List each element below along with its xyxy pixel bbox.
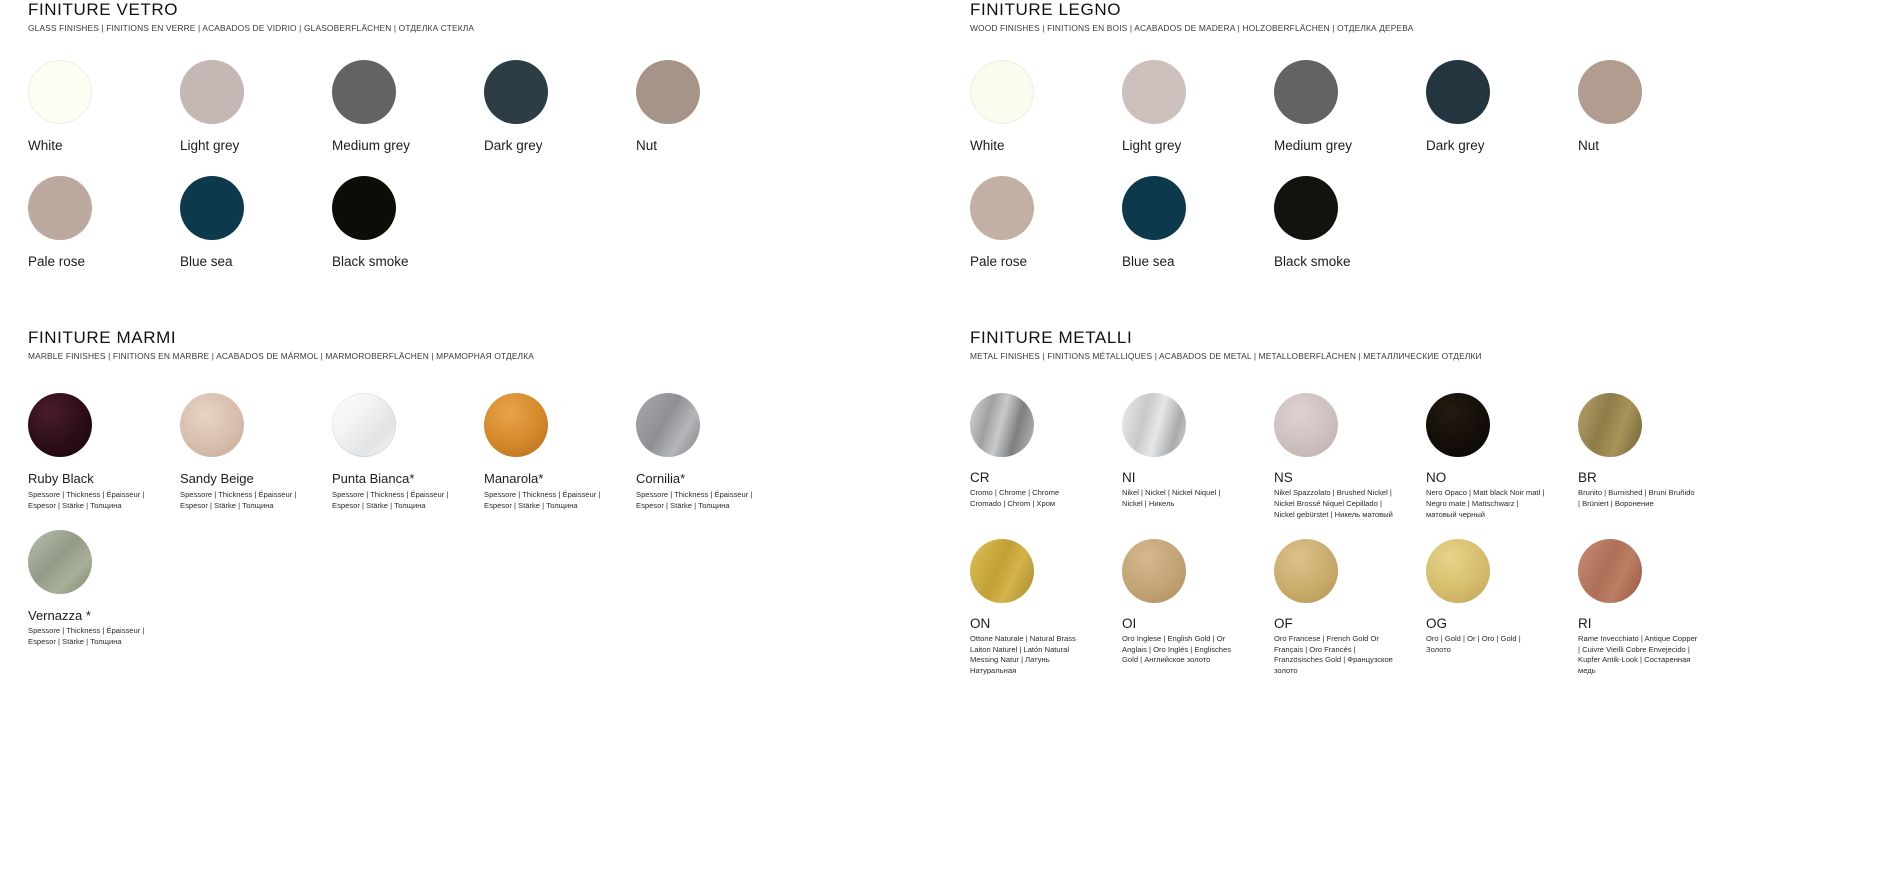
- swatch-label: Nut: [1578, 137, 1600, 153]
- section-title-metalli: FINITURE METALLI: [970, 327, 1133, 347]
- swatch-description: Oro | Gold | Or | Oro | Gold | Золото: [1426, 633, 1521, 654]
- section-title-vetro: FINITURE VETRO: [28, 0, 179, 19]
- swatch-circle: [332, 393, 396, 457]
- swatch-item[interactable]: [1578, 60, 1730, 154]
- swatch-grid-marmi: [28, 393, 932, 665]
- swatch-label: OI: [1122, 615, 1137, 631]
- swatch-circle: [180, 176, 244, 240]
- swatch-label: NO: [1426, 470, 1447, 486]
- section-metalli: [970, 328, 1874, 695]
- swatch-item[interactable]: [1274, 539, 1426, 677]
- swatch-circle: [1578, 393, 1642, 457]
- swatch-description: Nikel | Nickel | Nickel Niquel | Nickel | Никель: [1122, 488, 1221, 509]
- swatch-item[interactable]: [28, 60, 180, 154]
- swatch-grid-legno: [970, 60, 1874, 292]
- swatch-circle: [1274, 393, 1338, 457]
- section-subtitle-vetro: GLASS FINISHES | FINITIONS EN VERRE | ACABADOS DE VIDRIO | GLASOBERFLÄCHEN | ОТДЕЛКА СТЕКЛА: [28, 23, 475, 33]
- swatch-item[interactable]: [1274, 176, 1426, 270]
- swatch-circle: [970, 539, 1034, 603]
- swatch-item[interactable]: [28, 176, 180, 270]
- column-metalli: [942, 328, 1884, 695]
- swatch-item[interactable]: [332, 393, 484, 511]
- swatch-label: RI: [1578, 615, 1592, 631]
- swatch-circle: [484, 393, 548, 457]
- section-subtitle-metalli: METAL FINISHES | FINITIONS MÉTALLIQUES | ACABADOS DE METAL | METALLOBERFLÄCHEN | МЕТАЛЛИЧЕСКИЕ ОТДЕЛКИ: [970, 350, 1482, 361]
- swatch-item[interactable]: [970, 60, 1122, 154]
- section-vetro: [28, 0, 932, 292]
- swatch-item[interactable]: [28, 530, 180, 648]
- swatch-label: Blue sea: [1122, 253, 1175, 269]
- swatch-circle: [1274, 539, 1338, 603]
- swatch-item[interactable]: [970, 539, 1122, 677]
- section-legno: [970, 0, 1874, 292]
- swatch-circle: [636, 393, 700, 457]
- swatch-description: Nikel Spazzolato | Brushed Nickel | Nickel Brossé Niquel Cepillado | Nickel gebürstet | Никель матовый: [1274, 488, 1393, 519]
- swatch-description: Nero Opaco | Matt black Noir matl | Negro mate | Mattschwarz | матовый черный: [1426, 488, 1545, 519]
- section-subtitle-marmi: MARBLE FINISHES | FINITIONS EN MARBRE | ACABADOS DE MÁRMOL | MARMOROBERFLÄCHEN | МРАМОРНАЯ ОТДЕЛКА: [28, 350, 534, 361]
- swatch-circle: [636, 60, 700, 124]
- swatch-circle: [180, 60, 244, 124]
- swatch-circle: [1578, 60, 1642, 124]
- swatch-description: Spessore | Thickness | Épaisseur | Espesor | Stärke | Толщина: [180, 489, 297, 510]
- swatch-description: Brunito | Burnished | Bruni Bruñido | Brüniert | Воронение: [1578, 488, 1695, 509]
- swatch-description: Rame Invecchiato | Antique Copper | Cuivre Vieilli Cobre Envejecido | Kupfer Antik-Look | Состаренная медь: [1578, 633, 1698, 676]
- swatch-label: Dark grey: [1426, 137, 1485, 153]
- swatch-description: Spessore | Thickness | Épaisseur | Espesor | Stärke | Толщина: [28, 489, 145, 510]
- swatch-item[interactable]: [1578, 539, 1730, 677]
- swatch-description: Spessore | Thickness | Épaisseur | Espesor | Stärke | Толщина: [636, 489, 753, 510]
- swatch-circle: [970, 176, 1034, 240]
- swatch-item[interactable]: [1122, 176, 1274, 270]
- swatch-circle: [1122, 393, 1186, 457]
- swatch-description: Spessore | Thickness | Épaisseur | Espesor | Stärke | Толщина: [332, 489, 449, 510]
- swatch-description: Spessore | Thickness | Épaisseur | Espesor | Stärke | Толщина: [28, 626, 145, 646]
- swatch-item[interactable]: [1578, 393, 1730, 520]
- swatch-item[interactable]: [1426, 393, 1578, 520]
- swatch-label: Pale rose: [28, 253, 86, 269]
- column-legno: [942, 0, 1884, 292]
- swatch-circle: [1578, 539, 1642, 603]
- swatch-circle: [1122, 60, 1186, 124]
- swatch-label: OG: [1426, 615, 1448, 631]
- swatch-item[interactable]: [636, 60, 788, 154]
- swatch-label: Dark grey: [484, 137, 543, 153]
- swatch-item[interactable]: [1426, 60, 1578, 154]
- swatch-label: White: [970, 137, 1005, 153]
- swatch-label: Punta Bianca*: [332, 471, 415, 487]
- swatch-description: Oro Inglese | English Gold | Or Anglais | Oro Inglés | Englisches Gold | Английское золото: [1122, 633, 1232, 665]
- swatch-label: Nut: [636, 137, 658, 153]
- swatch-circle: [28, 393, 92, 457]
- section-title-marmi: FINITURE MARMI: [28, 327, 177, 347]
- swatch-label: ON: [970, 615, 991, 631]
- swatch-circle: [1426, 393, 1490, 457]
- swatch-label: Light grey: [180, 137, 240, 153]
- swatch-circle: [970, 393, 1034, 457]
- swatch-description: Cromo | Chrome | Chrome Cromado | Chrom | Хром: [970, 488, 1060, 509]
- swatch-circle: [28, 176, 92, 240]
- swatch-item[interactable]: [484, 393, 636, 511]
- swatch-item[interactable]: [1122, 539, 1274, 677]
- swatch-item[interactable]: [484, 60, 636, 154]
- swatch-circle: [332, 60, 396, 124]
- swatch-grid-vetro: [28, 60, 932, 292]
- swatch-item[interactable]: [1426, 539, 1578, 677]
- swatch-description: Oro Francese | French Gold Or Français | Oro Francés | Französisches Gold | Французское золото: [1274, 633, 1393, 676]
- swatch-circle: [180, 393, 244, 457]
- swatch-label: Black smoke: [332, 253, 409, 269]
- swatch-grid-metalli: [970, 393, 1874, 694]
- swatch-circle: [970, 60, 1034, 124]
- swatch-item[interactable]: [1274, 60, 1426, 154]
- section-marmi: [28, 328, 932, 666]
- swatch-item[interactable]: [180, 393, 332, 511]
- section-subtitle-legno: WOOD FINISHES | FINITIONS EN BOIS | ACABADOS DE MADERA | HOLZOBERFLÄCHEN | ОТДЕЛКА ДЕРЕВА: [970, 23, 1414, 33]
- swatch-item[interactable]: [332, 60, 484, 154]
- top-row: [0, 0, 1885, 292]
- swatch-item[interactable]: [180, 60, 332, 154]
- swatch-circle: [1122, 539, 1186, 603]
- swatch-circle: [332, 176, 396, 240]
- swatch-item[interactable]: [970, 393, 1122, 520]
- swatch-item[interactable]: [1122, 60, 1274, 154]
- swatch-description: Spessore | Thickness | Épaisseur | Espesor | Stärke | Толщина: [484, 489, 601, 510]
- swatch-item[interactable]: [636, 393, 788, 511]
- swatch-label: Medium grey: [332, 137, 411, 153]
- swatch-label: NS: [1274, 470, 1293, 486]
- swatch-label: Ruby Black: [28, 471, 94, 487]
- swatch-label: BR: [1578, 470, 1597, 486]
- swatch-label: Vernazza *: [28, 607, 91, 623]
- swatch-circle: [1426, 539, 1490, 603]
- swatch-label: Sandy Beige: [180, 471, 254, 487]
- swatch-description: Ottone Naturale | Natural Brass Laiton Naturel | Latón Natural Messing Natur | Латунь Натуральная: [970, 633, 1076, 676]
- swatch-label: Black smoke: [1274, 253, 1351, 269]
- swatch-item[interactable]: [332, 176, 484, 270]
- section-title-legno: FINITURE LEGNO: [970, 0, 1122, 19]
- swatch-label: Blue sea: [180, 253, 233, 269]
- swatch-label: NI: [1122, 470, 1136, 486]
- swatch-circle: [1274, 176, 1338, 240]
- swatch-circle: [1274, 60, 1338, 124]
- swatch-label: White: [28, 137, 63, 153]
- swatch-circle: [484, 60, 548, 124]
- swatch-circle: [1426, 60, 1490, 124]
- swatch-label: Medium grey: [1274, 137, 1353, 153]
- swatch-circle: [28, 60, 92, 124]
- bottom-row: [0, 328, 1885, 695]
- swatch-item[interactable]: [180, 176, 332, 270]
- swatch-circle: [28, 530, 92, 594]
- swatch-circle: [1122, 176, 1186, 240]
- swatch-item[interactable]: [28, 393, 180, 511]
- swatch-label: Cornilia*: [636, 471, 686, 487]
- swatch-label: Pale rose: [970, 253, 1028, 269]
- column-marmi: [0, 328, 942, 695]
- swatch-label: Light grey: [1122, 137, 1182, 153]
- swatch-item[interactable]: [1122, 393, 1274, 520]
- swatch-item[interactable]: [970, 176, 1122, 270]
- swatch-label: Manarola*: [484, 471, 544, 487]
- column-vetro: [0, 0, 942, 292]
- swatch-item[interactable]: [1274, 393, 1426, 520]
- swatch-label: OF: [1274, 615, 1293, 631]
- swatch-label: CR: [970, 470, 990, 486]
